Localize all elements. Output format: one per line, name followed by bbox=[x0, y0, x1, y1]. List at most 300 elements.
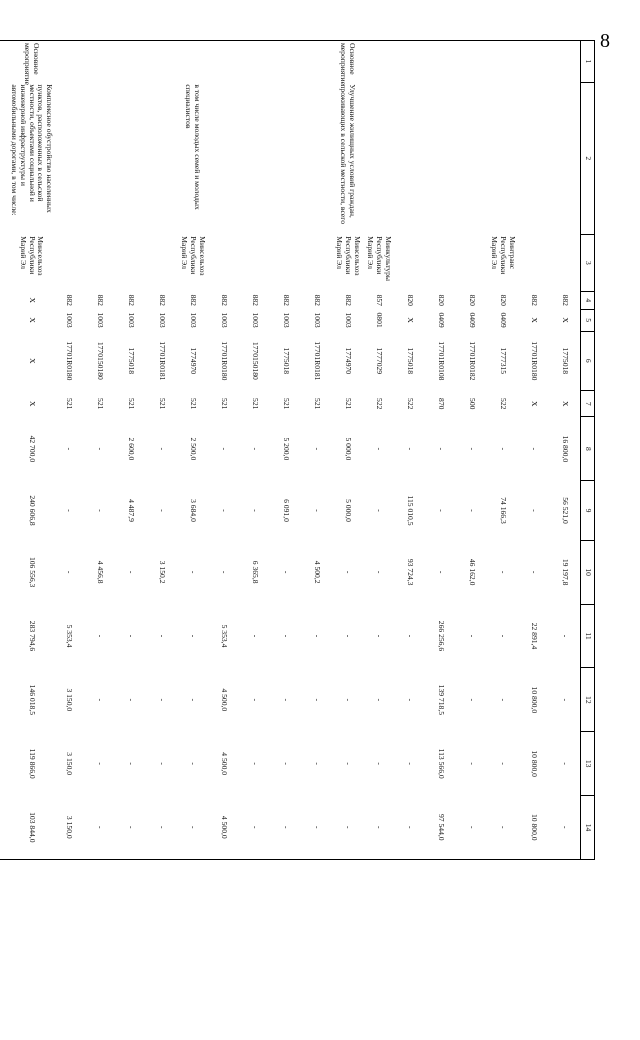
table-cell: - bbox=[177, 796, 208, 860]
table-cell: - bbox=[250, 509, 260, 512]
table-cell: 521 bbox=[157, 398, 167, 410]
table-cell: - bbox=[250, 698, 260, 702]
row-type-cell bbox=[239, 41, 270, 83]
table-cell: - bbox=[436, 570, 446, 574]
table-cell: 1003 bbox=[64, 312, 74, 328]
row-description-cell bbox=[549, 82, 581, 234]
column-header: 13 bbox=[581, 732, 595, 796]
table-cell: 882 bbox=[250, 294, 260, 306]
table-cell: - bbox=[374, 762, 384, 765]
table-cell: 1003 bbox=[250, 312, 260, 328]
table-cell: - bbox=[394, 796, 425, 860]
table-cell: 820 bbox=[436, 294, 446, 306]
table-cell: 146 018,5 bbox=[27, 684, 37, 716]
table-cell: - bbox=[529, 447, 539, 451]
table-cell: - bbox=[467, 698, 477, 702]
table-cell: 0801 bbox=[374, 312, 384, 328]
table-cell: 1774970 bbox=[188, 347, 198, 375]
table-cell: - bbox=[332, 796, 363, 860]
table-cell: - bbox=[529, 570, 539, 574]
table-cell: - bbox=[188, 570, 198, 574]
table-cell: 17701R0180 bbox=[529, 341, 539, 381]
table-cell: - bbox=[312, 698, 322, 702]
table-cell: 882 bbox=[188, 294, 198, 306]
table-row bbox=[518, 41, 549, 860]
table-cell: - bbox=[157, 509, 167, 512]
table-cell: 6 091,0 bbox=[281, 499, 291, 522]
table-cell: 1770150180 bbox=[250, 341, 260, 380]
table-cell: - bbox=[157, 762, 167, 765]
table-cell: X bbox=[27, 358, 37, 364]
table-cell: X bbox=[529, 317, 539, 323]
row-type-cell bbox=[208, 41, 239, 83]
table-cell: - bbox=[374, 570, 384, 574]
table-cell: - bbox=[467, 447, 477, 451]
row-responsible-cell bbox=[394, 234, 425, 291]
table-cell: - bbox=[188, 762, 198, 765]
table-cell: 882 bbox=[312, 294, 322, 306]
table-row bbox=[208, 41, 239, 860]
row-type-cell bbox=[487, 41, 518, 83]
row-responsible-cell: Минсельхоз Республики Марий Эл bbox=[180, 236, 207, 276]
table-cell: 22 891,4 bbox=[529, 622, 539, 650]
table-cell: X bbox=[27, 317, 37, 323]
table-cell: 283 794,6 bbox=[27, 620, 37, 652]
table-cell: 1775018 bbox=[281, 347, 291, 375]
table-cell: 820 bbox=[405, 294, 415, 306]
column-header: 11 bbox=[581, 604, 595, 668]
table-cell: - bbox=[95, 762, 105, 765]
row-description-cell: Улучшение жилищных условий граждан, проживающих в сельской местности, всего bbox=[339, 84, 358, 224]
row-description-cell bbox=[518, 82, 549, 234]
table-cell: 882 bbox=[95, 294, 105, 306]
table-cell: X bbox=[405, 317, 415, 323]
table-cell: - bbox=[157, 698, 167, 702]
table-cell: - bbox=[281, 698, 291, 702]
row-responsible-cell bbox=[270, 234, 301, 291]
row-type-cell bbox=[549, 41, 581, 83]
table-cell: X bbox=[27, 400, 37, 407]
table-cell: 2 500,0 bbox=[188, 437, 198, 461]
table-cell: - bbox=[64, 509, 74, 512]
table-cell: - bbox=[270, 796, 301, 860]
table-cell: - bbox=[250, 447, 260, 451]
table-cell: 119 866,0 bbox=[27, 748, 37, 779]
table-cell bbox=[0, 732, 9, 796]
row-description-cell bbox=[394, 82, 425, 234]
table-cell: - bbox=[95, 509, 105, 512]
table-row bbox=[425, 41, 456, 860]
table-row bbox=[549, 41, 581, 860]
table-cell: - bbox=[312, 447, 322, 451]
table-row bbox=[332, 41, 363, 860]
table-cell: - bbox=[343, 762, 353, 765]
table-cell: 5 000,0 bbox=[343, 499, 353, 522]
table-cell: 5 000,0 bbox=[343, 437, 353, 461]
row-responsible-cell bbox=[146, 234, 177, 291]
table-cell: - bbox=[95, 634, 105, 638]
table-cell: - bbox=[374, 634, 384, 638]
table-cell: 1003 bbox=[188, 312, 198, 328]
table-cell: - bbox=[456, 796, 487, 860]
table-cell: - bbox=[467, 634, 477, 638]
table-body bbox=[0, 41, 581, 860]
table-row bbox=[487, 41, 518, 860]
table-cell bbox=[0, 391, 9, 417]
table-row bbox=[9, 41, 53, 860]
table-cell: 521 bbox=[64, 398, 74, 410]
table-cell: - bbox=[343, 698, 353, 702]
table-row bbox=[394, 41, 425, 860]
table-row bbox=[456, 41, 487, 860]
table-cell: 882 bbox=[126, 294, 136, 306]
row-type-cell bbox=[0, 41, 9, 83]
row-responsible-cell bbox=[84, 234, 115, 291]
table-cell: 17701R0180 bbox=[64, 341, 74, 381]
table-row bbox=[301, 41, 332, 860]
table-cell: - bbox=[560, 762, 570, 765]
row-responsible-cell bbox=[518, 234, 549, 291]
row-type-cell bbox=[456, 41, 487, 83]
table-cell: 19 197,8 bbox=[560, 558, 570, 586]
table-cell: 1003 bbox=[343, 312, 353, 328]
table-cell: 139 718,5 bbox=[436, 684, 446, 716]
column-header: 7 bbox=[581, 391, 595, 417]
row-description-cell bbox=[146, 82, 177, 234]
table-cell: - bbox=[157, 634, 167, 638]
column-header: 5 bbox=[581, 309, 595, 331]
table-cell: 56 521,0 bbox=[560, 497, 570, 524]
table-cell: 882 bbox=[219, 294, 229, 306]
table-cell: - bbox=[467, 509, 477, 512]
row-description-cell bbox=[53, 82, 84, 234]
table-cell bbox=[0, 540, 9, 604]
table-cell: - bbox=[487, 796, 518, 860]
table-cell: 1003 bbox=[312, 312, 322, 328]
table-cell: - bbox=[374, 509, 384, 512]
table-cell: - bbox=[363, 796, 394, 860]
table-cell: 3 150,2 bbox=[157, 560, 167, 584]
table-cell: 5 353,4 bbox=[219, 624, 229, 648]
table-cell: 106 556,3 bbox=[27, 556, 37, 588]
table-cell: 17701R0181 bbox=[312, 341, 322, 381]
table-cell: 3 150,0 bbox=[64, 688, 74, 712]
table-cell: - bbox=[157, 447, 167, 451]
table-cell: - bbox=[343, 570, 353, 574]
table-cell: - bbox=[312, 762, 322, 765]
column-header: 10 bbox=[581, 540, 595, 604]
table-cell: 266 256,6 bbox=[436, 620, 446, 652]
table-cell: 3 684,0 bbox=[188, 499, 198, 522]
table-cell bbox=[0, 668, 9, 732]
table-cell: - bbox=[281, 570, 291, 574]
table-cell: 115 010,5 bbox=[405, 495, 415, 526]
table-cell: - bbox=[250, 634, 260, 638]
table-cell: 97 544,0 bbox=[425, 796, 456, 860]
row-description-cell bbox=[115, 82, 146, 234]
table-cell: 5 200,0 bbox=[281, 437, 291, 461]
table-cell: - bbox=[312, 634, 322, 638]
table-cell: 1775018 bbox=[405, 347, 415, 375]
table-cell: 4 487,9 bbox=[126, 499, 136, 522]
table-cell: 882 bbox=[157, 294, 167, 306]
table-row bbox=[239, 41, 270, 860]
table-cell: - bbox=[146, 796, 177, 860]
table-cell: 5 353,4 bbox=[64, 624, 74, 648]
table-cell: 522 bbox=[405, 398, 415, 410]
row-responsible-cell bbox=[549, 234, 581, 291]
table-cell: 521 bbox=[95, 398, 105, 410]
table-cell: - bbox=[436, 447, 446, 451]
row-responsible-cell bbox=[301, 234, 332, 291]
table-cell: - bbox=[250, 762, 260, 765]
table-cell: 1003 bbox=[95, 312, 105, 328]
rotated-table-container bbox=[10, 40, 595, 1040]
table-cell: X bbox=[560, 400, 570, 407]
table-cell: 113 566,0 bbox=[436, 748, 446, 779]
table-cell: 882 bbox=[281, 294, 291, 306]
table-cell bbox=[0, 796, 9, 860]
table-cell: 1774970 bbox=[343, 347, 353, 375]
table-row bbox=[0, 41, 9, 860]
table-cell: 882 bbox=[560, 294, 570, 306]
table-cell: 17701R0108 bbox=[436, 341, 446, 381]
table-cell bbox=[0, 309, 9, 331]
page-number: 8 bbox=[600, 30, 610, 52]
row-description-cell: в том числе молодых семей и молодых специалистов bbox=[184, 84, 203, 210]
column-header: 1 bbox=[581, 41, 595, 83]
table-cell: - bbox=[126, 698, 136, 702]
row-description-cell bbox=[0, 82, 9, 234]
table-cell: - bbox=[312, 509, 322, 512]
row-description-cell bbox=[84, 82, 115, 234]
row-responsible-cell bbox=[208, 234, 239, 291]
column-header: 9 bbox=[581, 481, 595, 540]
table-cell: - bbox=[405, 447, 415, 451]
row-description-cell bbox=[425, 82, 456, 234]
table-cell: 240 606,8 bbox=[27, 495, 37, 526]
table-cell: - bbox=[498, 698, 508, 702]
row-type-cell: Основное мероприятие bbox=[332, 41, 363, 83]
table-cell: - bbox=[239, 796, 270, 860]
table-cell: 1777029 bbox=[374, 347, 384, 375]
table-cell: - bbox=[95, 698, 105, 702]
table-cell: 521 bbox=[219, 398, 229, 410]
row-type-cell bbox=[115, 41, 146, 83]
table-cell: - bbox=[281, 634, 291, 638]
row-type-cell bbox=[146, 41, 177, 83]
table-cell: 42 700,0 bbox=[27, 435, 37, 463]
table-cell: 4 500,0 bbox=[219, 752, 229, 776]
table-cell: 1003 bbox=[157, 312, 167, 328]
table-cell: - bbox=[560, 634, 570, 638]
table-cell: 4 456,8 bbox=[95, 560, 105, 584]
table-cell: - bbox=[188, 698, 198, 702]
table-cell: 1775018 bbox=[126, 347, 136, 375]
table-cell: 4 500,0 bbox=[219, 688, 229, 712]
table-cell: - bbox=[126, 762, 136, 765]
table-cell: - bbox=[560, 698, 570, 702]
table-cell: 17701R0182 bbox=[467, 341, 477, 381]
table-cell: 1003 bbox=[281, 312, 291, 328]
table-cell: - bbox=[498, 447, 508, 451]
table-cell: 10 800,0 bbox=[529, 750, 539, 777]
table-cell: 0409 bbox=[467, 312, 477, 328]
table-cell: 10 800,0 bbox=[518, 796, 549, 860]
table-cell: 522 bbox=[498, 398, 508, 410]
table-cell: 4 500,0 bbox=[208, 796, 239, 860]
table-cell: - bbox=[405, 762, 415, 765]
row-type-cell bbox=[518, 41, 549, 83]
table-cell: 521 bbox=[343, 398, 353, 410]
table-cell: - bbox=[436, 509, 446, 512]
row-description-cell bbox=[487, 82, 518, 234]
table-cell: - bbox=[498, 762, 508, 765]
table-cell: - bbox=[126, 570, 136, 574]
table-cell: - bbox=[374, 447, 384, 451]
table-cell: - bbox=[281, 762, 291, 765]
column-header: 6 bbox=[581, 331, 595, 390]
row-responsible-cell bbox=[239, 234, 270, 291]
row-type-cell bbox=[177, 41, 208, 83]
table-cell: 882 bbox=[529, 294, 539, 306]
row-responsible-cell bbox=[456, 234, 487, 291]
table-cell: 17701R0181 bbox=[157, 341, 167, 381]
table-cell bbox=[0, 331, 9, 390]
table-cell: 521 bbox=[281, 398, 291, 410]
table-cell: 500 bbox=[467, 398, 477, 410]
table-cell bbox=[0, 291, 9, 309]
row-description-cell bbox=[239, 82, 270, 234]
row-type-cell bbox=[363, 41, 394, 83]
table-cell: 93 724,3 bbox=[405, 558, 415, 586]
table-cell: - bbox=[219, 447, 229, 451]
table-cell bbox=[0, 604, 9, 668]
row-type-cell bbox=[270, 41, 301, 83]
row-responsible-cell: Минтранс Республики Марий Эл bbox=[490, 236, 517, 275]
table-cell: 521 bbox=[250, 398, 260, 410]
table-cell: 521 bbox=[188, 398, 198, 410]
table-cell: 522 bbox=[374, 398, 384, 410]
row-description-cell bbox=[456, 82, 487, 234]
row-type-cell: Основное мероприятие bbox=[9, 41, 53, 83]
table-cell: 820 bbox=[467, 294, 477, 306]
table-cell: 16 800,0 bbox=[560, 435, 570, 463]
table-row bbox=[146, 41, 177, 860]
table-cell: 882 bbox=[343, 294, 353, 306]
row-responsible-cell bbox=[0, 234, 9, 291]
table-cell: - bbox=[343, 634, 353, 638]
table-cell: 1770150180 bbox=[95, 341, 105, 380]
table-cell bbox=[0, 417, 9, 481]
row-description-cell bbox=[363, 82, 394, 234]
table-cell: - bbox=[64, 447, 74, 451]
table-cell: 3 150,0 bbox=[64, 752, 74, 776]
table-cell: X bbox=[560, 317, 570, 323]
table-cell: - bbox=[498, 634, 508, 638]
row-type-cell bbox=[301, 41, 332, 83]
budget-table bbox=[0, 40, 595, 860]
column-header: 2 bbox=[581, 82, 595, 234]
table-cell: 6 365,8 bbox=[250, 560, 260, 584]
row-responsible-cell bbox=[53, 234, 84, 291]
column-header: 12 bbox=[581, 668, 595, 732]
table-cell: - bbox=[405, 634, 415, 638]
row-type-cell bbox=[425, 41, 456, 83]
column-header: 8 bbox=[581, 417, 595, 481]
table-cell: - bbox=[374, 698, 384, 702]
table-cell: - bbox=[301, 796, 332, 860]
row-description-cell bbox=[208, 82, 239, 234]
table-cell: - bbox=[115, 796, 146, 860]
table-cell: 820 bbox=[498, 294, 508, 306]
row-type-cell bbox=[53, 41, 84, 83]
table-cell: - bbox=[405, 698, 415, 702]
table-row bbox=[177, 41, 208, 860]
row-type-cell bbox=[394, 41, 425, 83]
table-cell: 0409 bbox=[498, 312, 508, 328]
table-cell: 2 600,0 bbox=[126, 437, 136, 461]
table-cell: 1003 bbox=[126, 312, 136, 328]
table-cell: 46 162,0 bbox=[467, 558, 477, 586]
table-cell: - bbox=[549, 796, 581, 860]
table-cell: - bbox=[219, 509, 229, 512]
row-responsible-cell: Минсельхоз Республики Марий Эл bbox=[335, 236, 362, 276]
table-cell: - bbox=[467, 762, 477, 765]
table-row bbox=[115, 41, 146, 860]
row-responsible-cell: Минкультуры Республики Марий Эл bbox=[366, 236, 393, 282]
row-description-cell bbox=[301, 82, 332, 234]
table-row bbox=[270, 41, 301, 860]
table-cell bbox=[0, 481, 9, 540]
table-cell: X bbox=[529, 400, 539, 407]
row-responsible-cell: Минсельхоз Республики Марий Эл bbox=[18, 236, 46, 276]
table-cell: 1003 bbox=[219, 312, 229, 328]
table-cell: - bbox=[126, 634, 136, 638]
table-cell: 857 bbox=[374, 294, 384, 306]
table-cell: 74 166,3 bbox=[498, 497, 508, 524]
table-cell: 521 bbox=[126, 398, 136, 410]
table-cell: 1777315 bbox=[498, 347, 508, 375]
table-row bbox=[363, 41, 394, 860]
table-row bbox=[53, 41, 84, 860]
table-cell: - bbox=[498, 570, 508, 574]
table-cell: 1775018 bbox=[560, 347, 570, 375]
table-cell: 870 bbox=[436, 398, 446, 410]
table-cell: X bbox=[27, 297, 37, 304]
row-description-cell: Комплексное обустройство населенных пунктов, расположенных в сельской местности, объектами социальной и инженерной инфраструктуры и автомобильными дорогами, в том числе: bbox=[10, 84, 54, 216]
column-header-row bbox=[581, 41, 595, 860]
row-type-cell bbox=[84, 41, 115, 83]
table-cell: - bbox=[188, 634, 198, 638]
table-cell: 103 844,0 bbox=[9, 796, 53, 860]
column-header: 4 bbox=[581, 291, 595, 309]
table-cell: - bbox=[95, 447, 105, 451]
table-cell: - bbox=[84, 796, 115, 860]
table-cell: 521 bbox=[312, 398, 322, 410]
column-header: 3 bbox=[581, 234, 595, 291]
row-responsible-cell bbox=[425, 234, 456, 291]
row-description-cell bbox=[270, 82, 301, 234]
table-row bbox=[84, 41, 115, 860]
table-cell: 3 150,0 bbox=[53, 796, 84, 860]
table-cell: 10 800,0 bbox=[529, 686, 539, 714]
table-cell: 0409 bbox=[436, 312, 446, 328]
table-cell: 882 bbox=[64, 294, 74, 306]
column-header: 14 bbox=[581, 796, 595, 860]
table-cell: - bbox=[219, 570, 229, 574]
row-responsible-cell bbox=[115, 234, 146, 291]
